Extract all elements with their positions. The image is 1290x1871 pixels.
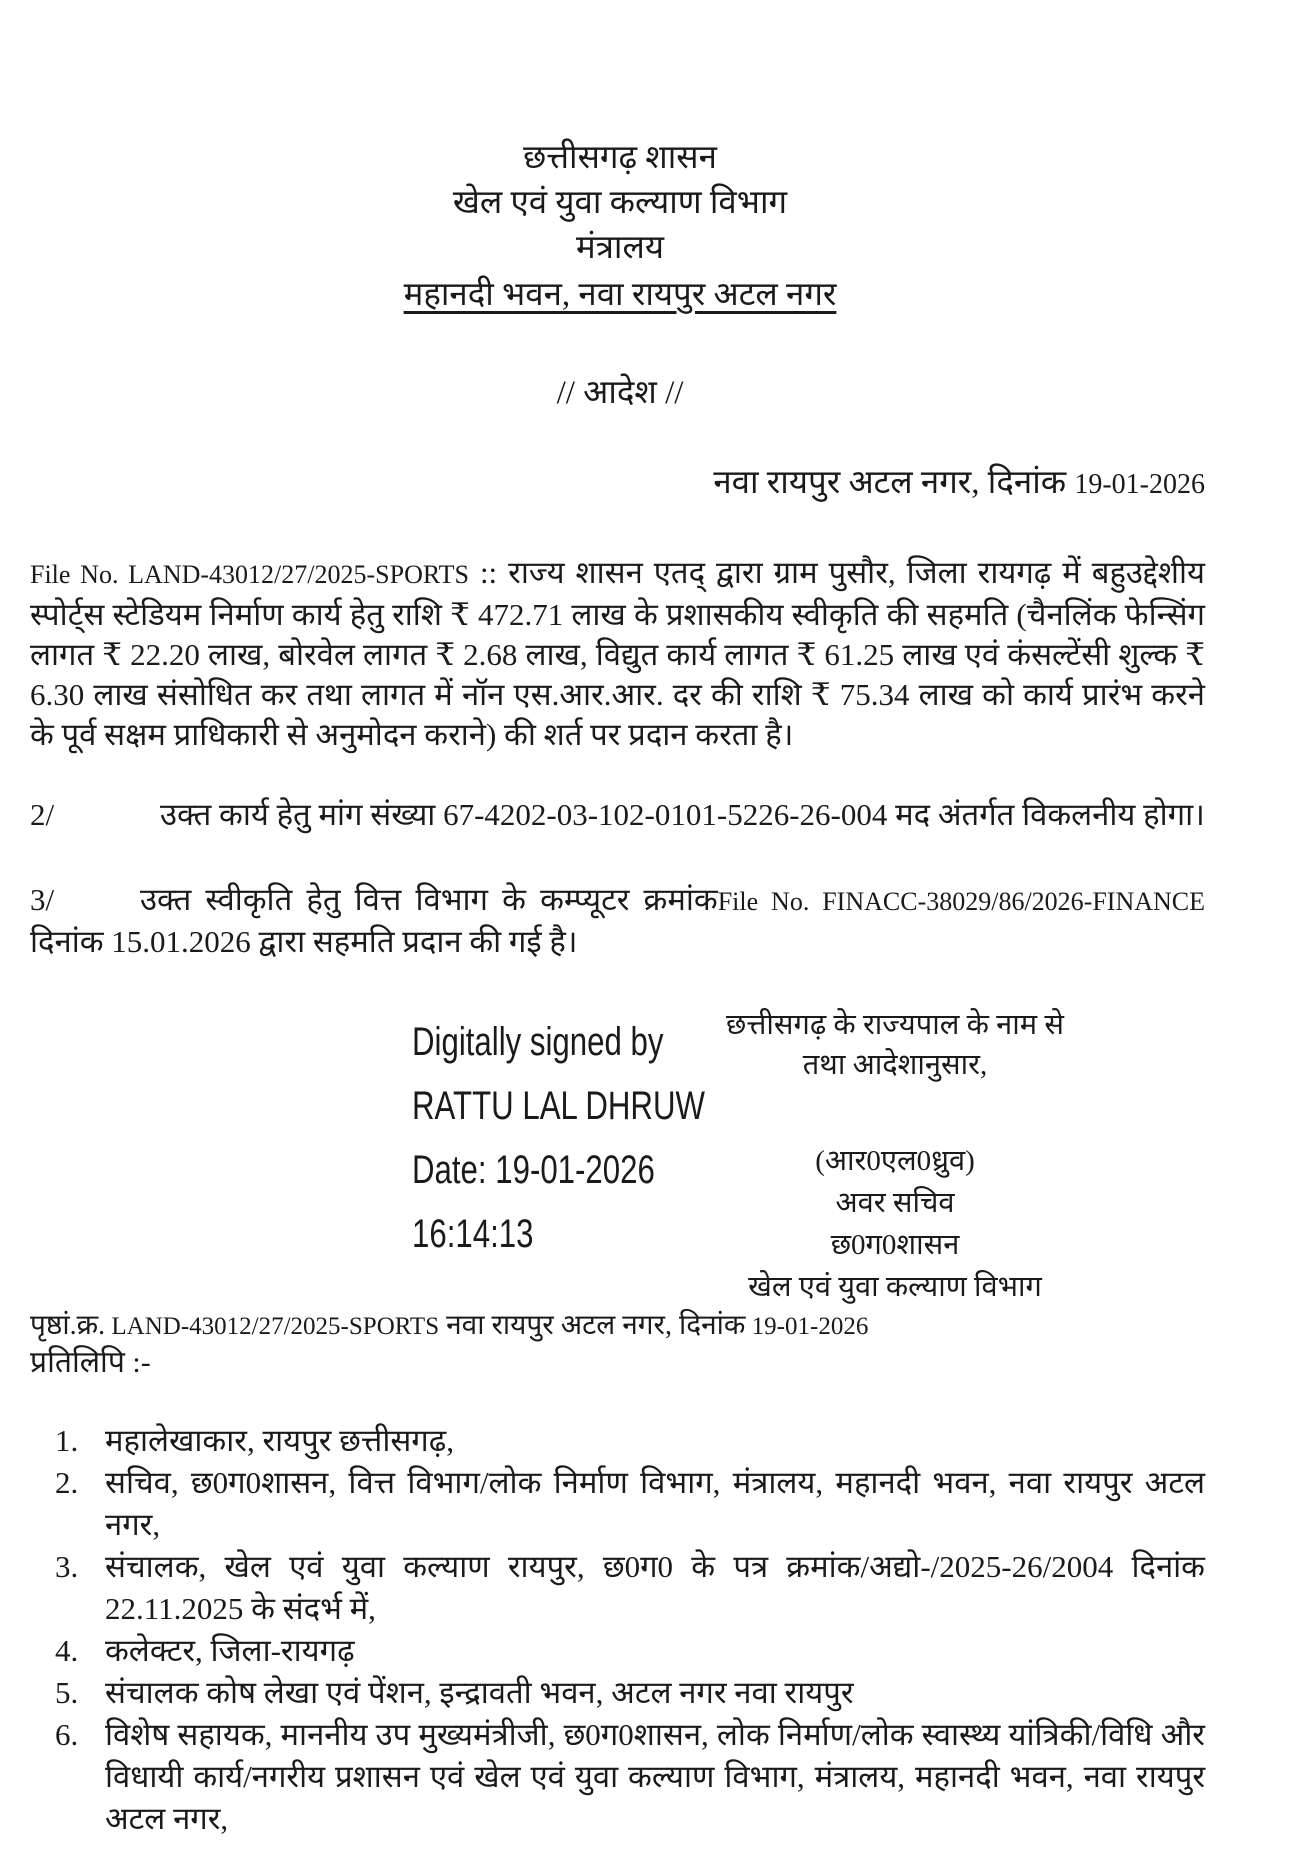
list-item-text: संचालक कोष लेखा एवं पेंशन, इन्द्रावती भवन, अटल नगर नवा रायपुर <box>105 1675 854 1710</box>
signature-time: 16:14:13 <box>412 1212 534 1256</box>
order-date-line <box>713 458 1205 503</box>
signatory-name: (आर0एल0ध्रुव) <box>815 1145 975 1177</box>
signature-line-1: Digitally signed by <box>412 1020 664 1064</box>
paragraph-2-number: 2/ <box>30 797 55 832</box>
signatory-block <box>690 1140 1100 1308</box>
header-address: महानदी भवन, नवा रायपुर अटल नगर <box>403 277 837 313</box>
authority-line-2: तथा आदेशानुसार, <box>802 1049 988 1081</box>
list-item-text: कलेक्टर, जिला-रायगढ़ <box>105 1633 355 1668</box>
signature-signer: RATTU LAL DHRUW <box>412 1084 705 1128</box>
list-item-number: 1. <box>55 1423 79 1458</box>
list-item <box>55 1672 1205 1714</box>
header-ministry: मंत्रालय <box>575 230 664 266</box>
paragraph-3-text-a: उक्त स्वीकृति हेतु वित्त विभाग के कम्प्यूटर क्रमांक <box>140 882 718 917</box>
finance-file-reference: File No. FINACC-38029/86/2026-FINANCE <box>717 887 1206 916</box>
list-item <box>55 1420 1205 1462</box>
list-item-number: 6. <box>55 1717 79 1752</box>
signatory-department: खेल एवं युवा कल्याण विभाग <box>748 1271 1042 1303</box>
date-place: नवा रायपुर अटल नगर, दिनांक <box>713 465 1067 501</box>
endorsement-date: 19-01-2026 <box>745 1313 869 1340</box>
endorsement-line <box>30 1305 868 1343</box>
file-reference: File No. LAND-43012/27/2025-SPORTS <box>30 560 469 589</box>
paragraph-1-text: :: राज्य शासन एतद् द्वारा ग्राम पुसौर, जिला रायगढ़ में बहुउद्देशीय स्पोर्ट्स स्टेडियम निर्माण कार्य हेतु राशि ₹ 472.71 लाख के प्रशासकीय स्वीकृति की सहमति (चैनलिंक फेन्सिंग लागत ₹ 22.20 लाख, बोरवेल लागत ₹ 2.68 लाख, विद्युत कार्य लागत ₹ 61.25 लाख एवं कंसल्टेंसी शुल्क ₹ 6.30 लाख संसोधित कर तथा लागत में नॉन एस.आर.आर. दर की राशि ₹ 75.34 लाख को कार्य प्रारंभ करने के पूर्व सक्षम प्राधिकारी से अनुमोदन कराने) की शर्त पर प्रदान करता है। <box>30 555 1205 752</box>
signatory-govt: छ0ग0शासन <box>830 1229 960 1261</box>
signature-date: Date: 19-01-2026 <box>412 1148 655 1192</box>
list-item-number: 3. <box>55 1549 79 1584</box>
copy-list <box>55 1420 1205 1840</box>
list-item-number: 2. <box>55 1465 79 1500</box>
paragraph-3-number: 3/ <box>30 882 55 917</box>
order-title: // आदेश // <box>556 375 684 411</box>
list-item-number: 4. <box>55 1633 79 1668</box>
header-govt: छत्तीसगढ़ शासन <box>523 140 717 176</box>
list-item-number: 5. <box>55 1675 79 1710</box>
header-department: खेल एवं युवा कल्याण विभाग <box>452 185 788 221</box>
list-item <box>55 1546 1205 1630</box>
list-item-text: महालेखाकार, रायपुर छत्तीसगढ़, <box>105 1423 454 1458</box>
authority-line-1: छत्तीसगढ़ के राज्यपाल के नाम से <box>726 1009 1064 1041</box>
paragraph-2 <box>30 795 1205 835</box>
paragraph-1 <box>30 553 1205 755</box>
list-item <box>55 1714 1205 1840</box>
list-item <box>55 1630 1205 1672</box>
list-item-text: संचालक, खेल एवं युवा कल्याण रायपुर, छ0ग0 के पत्र क्रमांक/अद्यो-/2025-26/2004 दिनांक 22.11.2025 के संदर्भ में, <box>105 1549 1205 1626</box>
order-date: 19-01-2026 <box>1074 469 1205 500</box>
endorsement-place: नवा रायपुर अटल नगर, दिनांक <box>439 1310 746 1341</box>
paragraph-2-text: उक्त कार्य हेतु मांग संख्या 67-4202-03-102-0101-5226-26-004 मद अंतर्गत विकलनीय होगा। <box>160 797 1205 832</box>
signatory-designation: अवर सचिव <box>835 1187 955 1219</box>
list-item <box>55 1462 1205 1546</box>
paragraph-3 <box>30 880 1205 962</box>
list-item-text: सचिव, छ0ग0शासन, वित्त विभाग/लोक निर्माण विभाग, मंत्रालय, महानदी भवन, नवा रायपुर अटल नगर, <box>105 1465 1205 1542</box>
list-item-text: विशेष सहायक, माननीय उप मुख्यमंत्रीजी, छ0ग0शासन, लोक निर्माण/लोक स्वास्थ्य यांत्रिकी/विधि और विधायी कार्य/नगरीय प्रशासन एवं खेल एवं युवा कल्याण विभाग, मंत्रालय, महानदी भवन, नवा रायपुर अटल नगर, <box>105 1717 1205 1836</box>
endorsement-ref: LAND-43012/27/2025-SPORTS <box>105 1313 440 1340</box>
paragraph-3-text-b: दिनांक 15.01.2026 द्वारा सहमति प्रदान की गई है। <box>30 924 578 959</box>
digital-signature <box>412 1010 705 1266</box>
copy-to-label: प्रतिलिपि :- <box>30 1346 151 1379</box>
endorsement-label: पृष्ठां.क्र. <box>30 1310 106 1341</box>
